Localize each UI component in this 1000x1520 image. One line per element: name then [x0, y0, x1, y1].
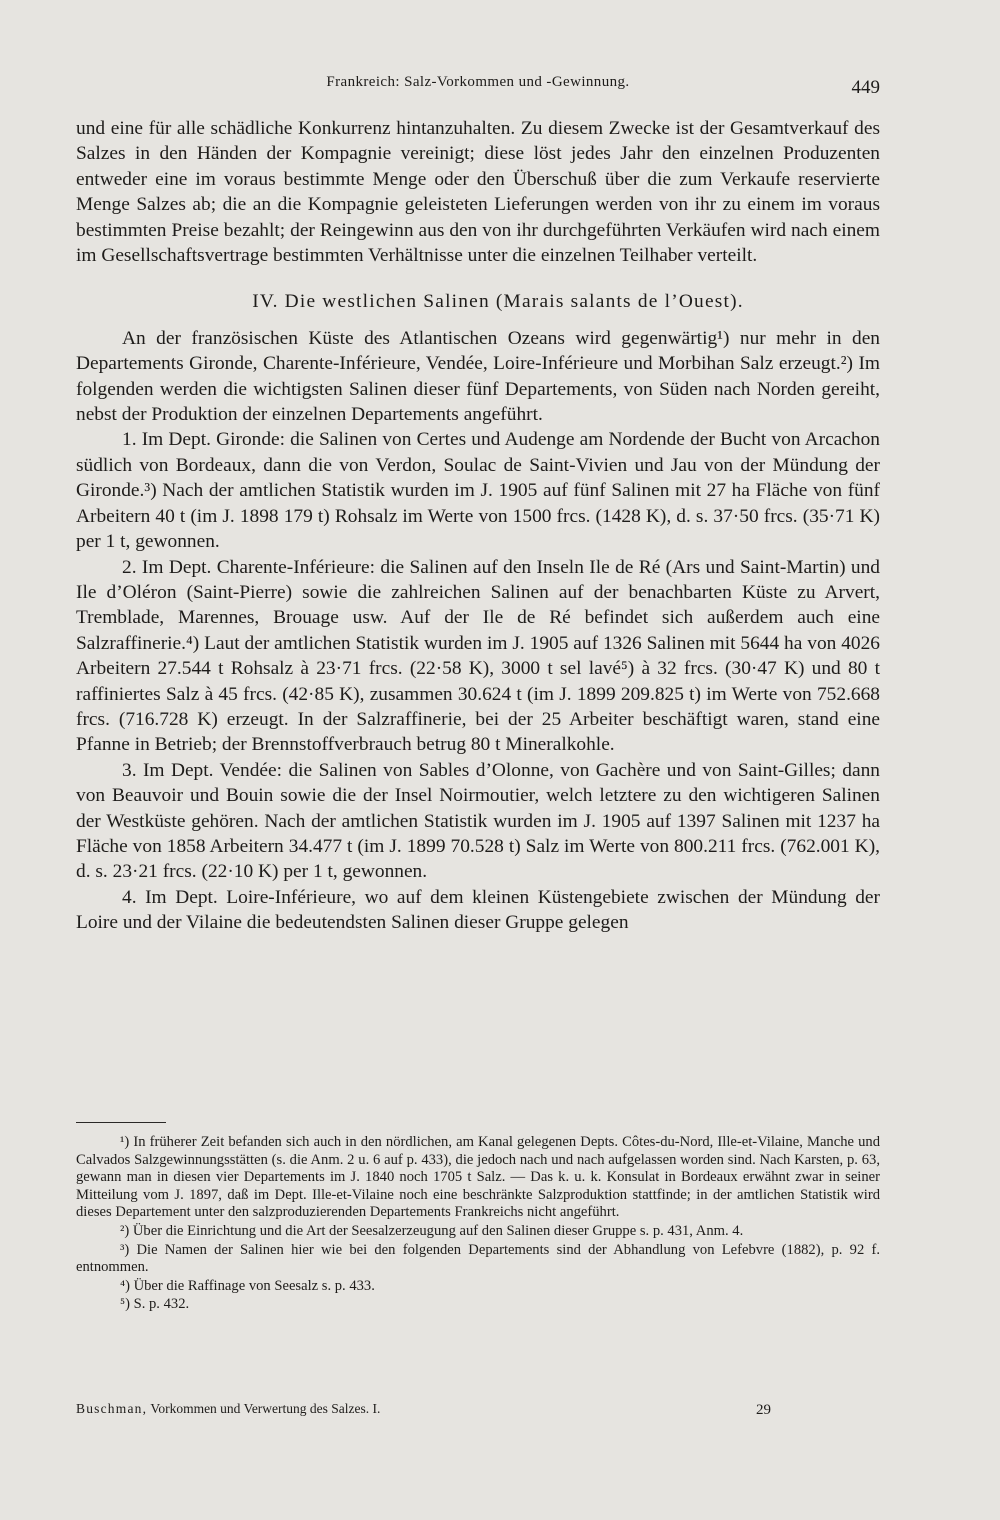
section-heading: IV. Die westlichen Salinen (Marais salants de l’Ouest).	[252, 291, 744, 313]
footnote-5: ⁵) S. p. 432.	[120, 1296, 190, 1313]
paragraph-charente: 2. Im Dept. Charente-Inférieure: die Salinen auf den Inseln Ile de Ré (Ars und Saint-Martin) und Ile d’Oléron (Saint-Pierre) sowie die zahlreichen Salinen auf der benachbarten Küste zu Arvert, Tremblade, Marennes, Brouage usw. Auf der Ile de Ré befindet sich außerdem auch eine Salzraffinerie.⁴) Laut der amtlichen Statistik wurden im J. 1905 auf 1326 Salinen mit 5644 ha von 4026 Arbeitern 27.544 t Rohsalz à 23·71 frcs. (22·58 K), 3000 t sel lavé⁵) à 32 frcs. (30·47 K) und 80 t raffiniertes Salz à 45 frcs. (42·85 K), zusammen 30.624 t (im J. 1899 209.825 t) im Werte von 752.668 frcs. (716.728 K) erzeugt. In der Salzraffinerie, bei der 25 Arbeiter beschäftigt waren, stand eine Pfanne in Betrieb; der Brennstoffverbrauch betrug 80 t Mineralkohle.	[76, 556, 880, 756]
page-number: 449	[851, 77, 880, 98]
paragraph-continuation: und eine für alle schädliche Konkurrenz hintanzuhalten. Zu diesem Zwecke ist der Gesamtverkauf des Salzes in den Händen der Kompagnie vereinigt; diese löst jedes Jahr den einzelnen Produzenten entweder eine im voraus bestimmte Menge oder den Überschuß über die zum Verkaufe reservierte Menge Salzes ab; die an die Kompagnie geleisteten Lieferungen werden von ihr zu einem im voraus bestimmten Preise bezahlt; der Reingewinn aus den von ihr durchgeführten Verkäufen wird nach einem im Gesellschaftsvertrage bestimmten Verhältnisse unter die einzelnen Teilhaber verteilt.	[76, 118, 880, 267]
footer-book-title: Vorkommen und Verwertung des Salzes. I.	[150, 1401, 381, 1416]
footnote-1: ¹) In früherer Zeit befanden sich auch in den nördlichen, am Kanal gelegenen Depts. Côtes-du-Nord, Ille-et-Vilaine, Manche und Calvados Salzgewinnungsstätten (s. die Anm. 2 u. 6 auf p. 433), die jedoch nach und nach aufgelassen worden sind. Nach Karsten, p. 63, gewann man in diesen vier Departements im J. 1840 noch 1705 t Salz. — Das k. u. k. Konsulat in Bordeaux erwähnt zwar in seiner Mitteilung vom J. 1897, daß im Dept. Ille-et-Vilaine noch eine beschränkte Salzproduktion stattfinde; in der amtlichen Statistik wird dieses Departement unter den salzproduzierenden Departements Frankreichs nicht angeführt.	[76, 1134, 880, 1221]
paragraph-loire: 4. Im Dept. Loire-Inférieure, wo auf dem kleinen Küstengebiete zwischen der Mündung der Loire und der Vilaine die bedeutendsten Salinen dieser Gruppe gelegen	[76, 886, 880, 934]
footnote-divider	[76, 1122, 166, 1123]
paragraph-vendee: 3. Im Dept. Vendée: die Salinen von Sables d’Olonne, von Gachère und von Saint-Gilles; dann von Beauvoir und Bouin sowie die der Insel Noirmoutier, welch letztere zu den wichtigeren Salinen der Westküste gehören. Nach der amtlichen Statistik wurden im J. 1905 auf 1397 Salinen mit 1237 ha Fläche von 1858 Arbeitern 34.477 t (im J. 1899 70.528 t) Salz im Werte von 800.211 frcs. (762.001 K), d. s. 23·21 frcs. (22·10 K) per 1 t, gewonnen.	[76, 759, 880, 883]
signature-mark: 29	[756, 1402, 771, 1418]
page-footer	[76, 1401, 776, 1417]
footer-author: Buschman,	[76, 1401, 148, 1416]
paragraph-intro: An der französischen Küste des Atlantischen Ozeans wird gegenwärtig¹) nur mehr in den Departements Gironde, Charente-Inférieure, Vendée, Loire-Inférieure und Morbihan Salz erzeugt.²) Im folgenden werden die wichtigsten Salinen dieser fünf Departements, von Süden nach Norden gereiht, nebst der Produktion der einzelnen Departements angeführt.	[76, 327, 880, 426]
footnote-4: ⁴) Über die Raffinage von Seesalz s. p. 433.	[120, 1277, 375, 1294]
footnote-2: ²) Über die Einrichtung und die Art der Seesalzerzeugung auf den Salinen dieser Gruppe s. p. 431, Anm. 4.	[120, 1222, 744, 1239]
main-text	[76, 116, 880, 936]
footnotes	[76, 1134, 880, 1315]
page-header	[76, 74, 880, 104]
footnote-3: ³) Die Namen der Salinen hier wie bei den folgenden Departements sind der Abhandlung von Lefebvre (1882), p. 92 f. entnommen.	[76, 1241, 880, 1276]
running-title: Frankreich: Salz-Vorkommen und -Gewinnung.	[326, 74, 630, 90]
paragraph-gironde: 1. Im Dept. Gironde: die Salinen von Certes und Audenge am Nordende der Bucht von Arcachon südlich von Bordeaux, dann die von Verdon, Soulac de Saint-Vivien und Jau von der Mündung der Gironde.³) Nach der amtlichen Statistik wurden im J. 1905 auf fünf Salinen mit 27 ha Fläche von fünf Arbeitern 40 t (im J. 1898 179 t) Rohsalz im Werte von 1500 frcs. (1428 K), d. s. 37·50 frcs. (35·71 K) per 1 t, gewonnen.	[76, 429, 880, 553]
